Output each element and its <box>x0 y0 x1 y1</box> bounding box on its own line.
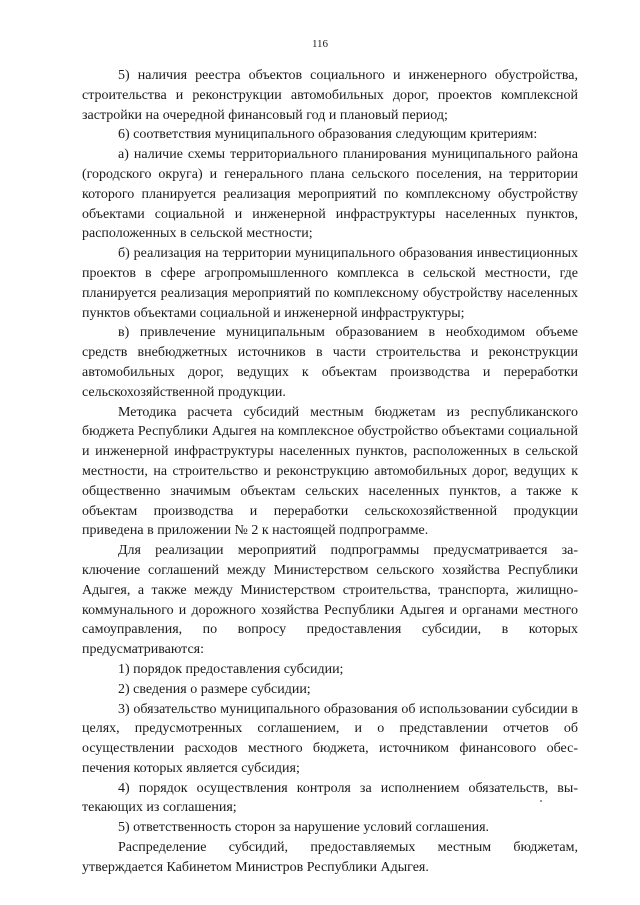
paragraph-criterion-b: б) реализация на территории муниципального образования инвестиционных проектов в сфере агропромышленного комплекса в сельской местности, где планируется реализация мероприятий по комплексному обустройству населенных пунктов объектами социальной и инженерной инфраструктуры; <box>82 246 578 321</box>
paragraph-criterion-a: а) наличие схемы территориального планирования муниципального района (городского округа) и генерального плана сельского поселения, на территории которого планируется реализация мероприятий по комплексному обустройству объектами социальной и инженерной инфраструктуры населенных пунктов, расположенных в сельской местности; <box>82 147 578 242</box>
paragraph-agreement-item-4: 4) порядок осуществления контроля за исполнением обязательств, вытекающих из соглашения; <box>82 780 578 816</box>
paragraph-methodology: Методика расчета субсидий местным бюджетам из республиканского бюджета Республики Адыгея на комплексное обустройство объектами социальной и инженерной инфраструктуры населенных пунктов, расположенных в сельской местности, на строительство и реконструкцию автомобильных дорог, ведущих к общественно значимым объектам сельских населенных пунктов, а также к объектам производства и переработки сельскохозяйственной продукции приведена в приложении № 2 к настоящей подпрограмме. <box>82 404 578 539</box>
paragraph-agreement-item-3: 3) обязательство муниципального образования об использовании субсидии в целях, предусмотренных соглашением, и о представлении отчетов об осуществлении расходов местного бюджета, источником финансового обеспечения которых является субсидия; <box>82 701 578 776</box>
paragraph-item-6: 6) соответствия муниципального образования следующим критериям: <box>118 127 538 143</box>
paragraph-agreement-item-2: 2) сведения о размере субсидии; <box>118 681 311 697</box>
scan-speck <box>540 800 542 802</box>
document-body <box>82 66 578 878</box>
page-number: 116 <box>311 38 329 50</box>
paragraph-agreements: Для реализации мероприятий подпрограммы предусматривается заключение соглашений между Министерством сельского хозяйства Республики Адыгея, а также между Министерством строительства, транспорта, жилищно-коммунального и дорожного хозяйства Республики Адыгея и органами местного самоуправления, по вопросу предоставления субсидии, в которых предусматриваются: <box>82 543 578 658</box>
paragraph-criterion-v: в) привлечение муниципальным образованием в необходимом объеме средств внебюджетных источников в части строительства и реконструкции автомобильных дорог, ведущих к объектам производства и переработки сельскохозяйственной продукции. <box>82 325 578 400</box>
paragraph-item-5: 5) наличия реестра объектов социального и инженерного обустройства, строительства и реконструкции автомобильных дорог, проектов комплексной застройки на очередной финансовый год и плановый период; <box>82 68 578 123</box>
paragraph-agreement-item-5: 5) ответственность сторон за нарушение условий соглашения. <box>118 820 490 836</box>
paragraph-distribution: Распределение субсидий, предоставляемых местным бюджетам, утверждается Кабинетом Министров Республики Адыгея. <box>82 840 578 875</box>
paragraph-agreement-item-1: 1) порядок предоставления субсидии; <box>118 661 344 677</box>
